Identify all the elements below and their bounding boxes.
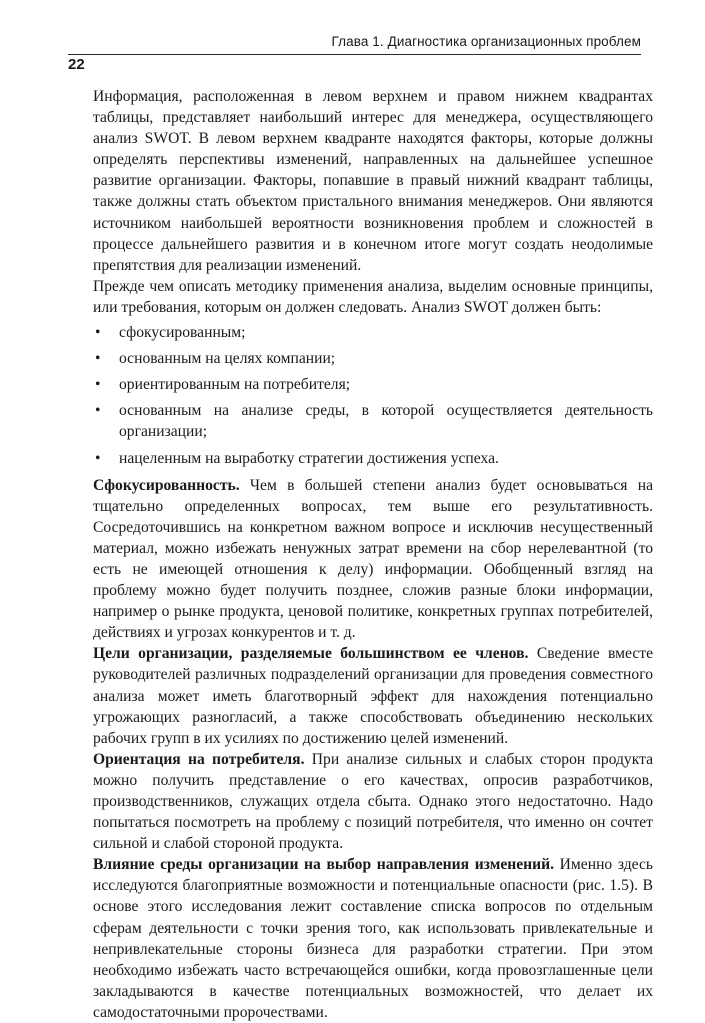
list-item [93, 374, 653, 395]
section-heading-environment: Влияние среды организации на выбор направления изменений. [93, 856, 555, 874]
list-item-text: нацеленным на выработку стратегии достижения успеха. [119, 449, 499, 467]
list-item [93, 448, 653, 469]
page-number: 22 [68, 56, 85, 73]
list-item [93, 400, 653, 442]
body-text [93, 86, 653, 1023]
bullet-icon: • [95, 324, 101, 342]
section-text-customer: При анализе сильных и слабых сторон продукта можно получить представление о его качествах, опросив разработчиков, производственников, служащих отдела сбыта. Однако этого недостаточно. Надо попытаться посмотреть на проблему с позиций потребителя, что именно он сочтет сильной и слабой стороной продукта. [93, 750, 653, 853]
section-text-shared-goals: Сведение вместе руководителей различных подразделений организации для проведения совместного анализа может иметь благотворный эффект для нахождения потенциально угрожающих разногласий, а также способствовать объединению нескольких рабочих групп в их усилиях по достижению целей изменений. [93, 645, 653, 747]
paragraph-principles: Прежде чем описать методику применения анализа, выделим основные принципы, или требования, которым он должен следовать. Анализ SWOT должен быть: [93, 277, 653, 316]
list-item [93, 348, 653, 369]
header-rule [68, 54, 641, 55]
bullet-icon: • [95, 449, 101, 467]
paragraph-environment [93, 854, 653, 1023]
list-item-text: сфокусированным; [119, 324, 246, 342]
section-heading-focus: Сфокусированность. [93, 476, 240, 494]
chapter-title: Глава 1. Диагностика организационных проблем [331, 34, 641, 49]
list-item-text: основанным на анализе среды, в которой осуществляется деятельность организации; [119, 402, 653, 441]
paragraph-quadrants: Информация, расположенная в левом верхнем и правом нижнем квадрантах таблицы, представляет наибольший интерес для менеджера, осуществляющего анализ SWOT. В левом верхнем квадранте находятся факторы, которые должны определять перспективы изменений, направленных на дальнейшее успешное развитие организации. Факторы, попавшие в правый нижний квадрант таблицы, также должны стать объектом пристального внимания менеджеров. Они являются источником наибольшей вероятности возникновения проблем и сложностей в процессе дальнейшего развития и в конечном итоге могут создать неодолимые препятствия для реализации изменений. [93, 88, 653, 274]
section-heading-customer: Ориентация на потребителя. [93, 750, 305, 768]
paragraph-customer [93, 749, 653, 854]
requirements-list [93, 322, 653, 469]
bullet-icon: • [95, 350, 101, 368]
section-text-focus: Чем в большей степени анализ будет основываться на тщательно определенных вопросах, тем выше его результативность. Сосредоточившись на конкретном важном вопросе и исключив несущественный материал, можно избежать ненужных затрат времени на сбор нерелевантной (то есть не имеющей отношения к делу) информации. Обобщенный взгляд на проблему можно будет получить позднее, сложив разные блоки информации, например о рынке продукта, ценовой политике, конкретных группах потребителей, действиях и угрозах конкурентов и т. д. [93, 476, 653, 642]
bullet-icon: • [95, 402, 101, 420]
bullet-icon: • [95, 376, 101, 394]
running-header [68, 34, 641, 56]
list-item [93, 322, 653, 343]
list-item-text: основанным на целях компании; [119, 350, 336, 368]
section-heading-shared-goals: Цели организации, разделяемые большинством ее членов. [93, 645, 529, 663]
list-item-text: ориентированным на потребителя; [119, 376, 351, 394]
paragraph-shared-goals [93, 643, 653, 748]
section-text-environment: Именно здесь исследуются благоприятные возможности и потенциальные опасности (рис. 1.5). В основе этого исследования лежит составление списка вопросов по отдельным сферам деятельности с точки зрения того, как использовать привлекательные и непривлекательные стороны бизнеса для разработки стратегии. При этом необходимо избежать часто встречающейся ошибки, когда провозглашенные цели закладываются в качестве потенциальных возможностей, что делает их самодостаточными пророчествами. [93, 856, 653, 1021]
paragraph-focus [93, 475, 653, 644]
